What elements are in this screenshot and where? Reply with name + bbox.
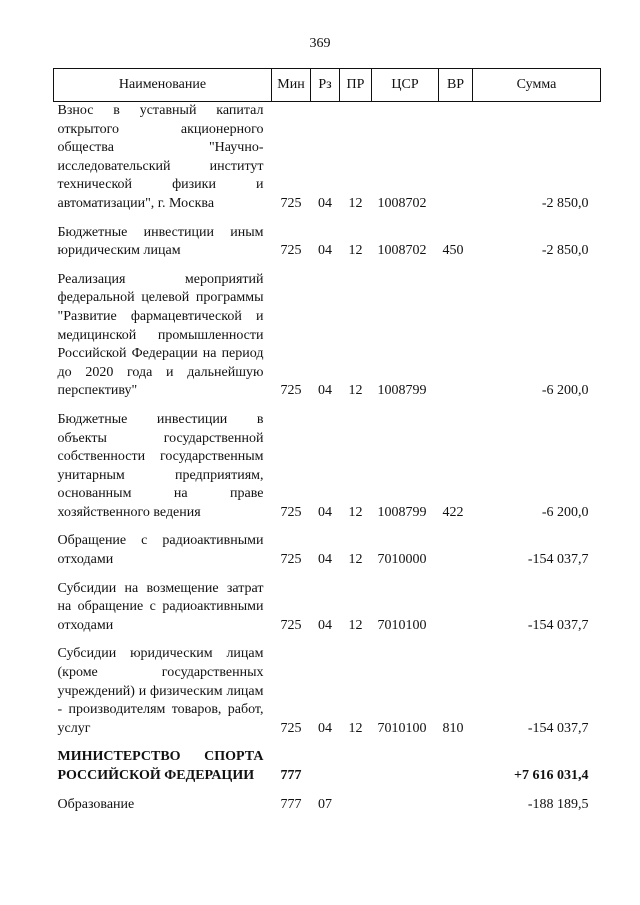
row-csr: 1008799 [377, 383, 427, 399]
row-sum: -154 037,7 [527, 617, 589, 633]
table-row [54, 411, 601, 533]
row-vr [439, 748, 473, 795]
row-csr [372, 748, 439, 795]
column-header-vr: ВР [439, 69, 473, 102]
row-csr: 1008702 [377, 243, 427, 259]
column-header-min: Мин [272, 69, 311, 102]
row-rz: 04 [318, 552, 332, 568]
row-min: 725 [280, 383, 302, 399]
row-csr: 7010000 [377, 552, 427, 568]
row-sum: -154 037,7 [527, 552, 589, 568]
table-row [54, 102, 601, 224]
row-pr [340, 796, 372, 815]
row-vr [439, 271, 473, 411]
row-vr [439, 532, 473, 579]
row-rz [311, 748, 340, 795]
row-name: Реализация мероприятий федеральной целевой программы "Развитие фармацевтической и медицинской промышленности Российской Федерации на период до 2020 года и дальнейшую перспективу" [57, 271, 264, 399]
row-sum: -2 850,0 [541, 243, 589, 259]
row-sum: -6 200,0 [541, 504, 589, 520]
row-csr [372, 796, 439, 815]
row-min: 777 [280, 796, 302, 812]
row-csr: 1008702 [377, 195, 427, 211]
row-rz: 04 [318, 504, 332, 520]
table-row [54, 580, 601, 646]
row-csr: 7010100 [377, 720, 427, 736]
row-pr [340, 748, 372, 795]
column-header-sum: Сумма [473, 69, 601, 102]
row-name: Обращение с радиоактивными отходами [57, 533, 264, 568]
column-header-name: Наименование [54, 69, 272, 102]
row-vr: 422 [442, 504, 464, 520]
table-header [54, 69, 601, 102]
table-row [54, 645, 601, 748]
row-vr [439, 102, 473, 224]
row-vr [439, 796, 473, 815]
row-pr: 12 [348, 552, 363, 568]
header-row [54, 69, 601, 102]
ministry-row [54, 748, 601, 795]
row-name: Бюджетные инвестиции в объекты государственной собственности государственным унитарным предприятиям, основанным на праве хозяйственного ведения [57, 411, 264, 520]
table-row [54, 271, 601, 411]
row-name: Взнос в уставный капитал открытого акционерного общества "Научно-исследовательский институт технической физики и автоматизации", г. Москва [57, 103, 264, 211]
ministry-total: +7 616 031,4 [514, 768, 589, 783]
row-min: 725 [280, 617, 302, 633]
row-rz: 04 [318, 383, 332, 399]
row-name: Бюджетные инвестиции иным юридическим лицам [57, 224, 264, 259]
table-row [54, 796, 601, 815]
ministry-name: МИНИСТЕРСТВО СПОРТА РОССИЙСКОЙ ФЕДЕРАЦИИ [57, 749, 264, 783]
row-sum: -2 850,0 [541, 195, 589, 211]
table-body [54, 102, 601, 815]
row-vr: 450 [442, 243, 464, 259]
row-pr: 12 [348, 243, 363, 259]
row-pr: 12 [348, 504, 363, 520]
row-min: 777 [280, 768, 302, 783]
column-header-csr: ЦСР [372, 69, 439, 102]
row-min: 725 [280, 720, 302, 736]
row-name: Субсидии на возмещение затрат на обращение с радиоактивными отходами [57, 580, 264, 633]
row-vr [439, 580, 473, 646]
row-rz: 04 [318, 720, 332, 736]
row-sum: -154 037,7 [527, 720, 589, 736]
table-row [54, 224, 601, 271]
row-rz: 04 [318, 243, 332, 259]
row-csr: 1008799 [377, 504, 427, 520]
row-csr: 7010100 [377, 617, 427, 633]
row-pr: 12 [348, 617, 363, 633]
table-row [54, 532, 601, 579]
row-min: 725 [280, 552, 302, 568]
row-pr: 12 [348, 720, 363, 736]
budget-table [53, 68, 601, 814]
row-rz: 04 [318, 195, 332, 211]
row-name: Субсидии юридическим лицам (кроме государственных учреждений) и физическим лицам - производителям товаров, работ, услуг [57, 646, 264, 736]
row-min: 725 [280, 243, 302, 259]
page-number: 369 [309, 36, 331, 51]
row-min: 725 [280, 504, 302, 520]
row-rz: 07 [318, 796, 332, 812]
row-pr: 12 [348, 195, 363, 211]
row-rz: 04 [318, 617, 332, 633]
row-pr: 12 [348, 383, 363, 399]
column-header-pr: ПР [340, 69, 372, 102]
row-name: Образование [57, 796, 135, 812]
row-sum: -188 189,5 [527, 796, 589, 812]
row-vr: 810 [442, 720, 464, 736]
row-min: 725 [280, 195, 302, 211]
column-header-rz: Рз [311, 69, 340, 102]
row-sum: -6 200,0 [541, 383, 589, 399]
